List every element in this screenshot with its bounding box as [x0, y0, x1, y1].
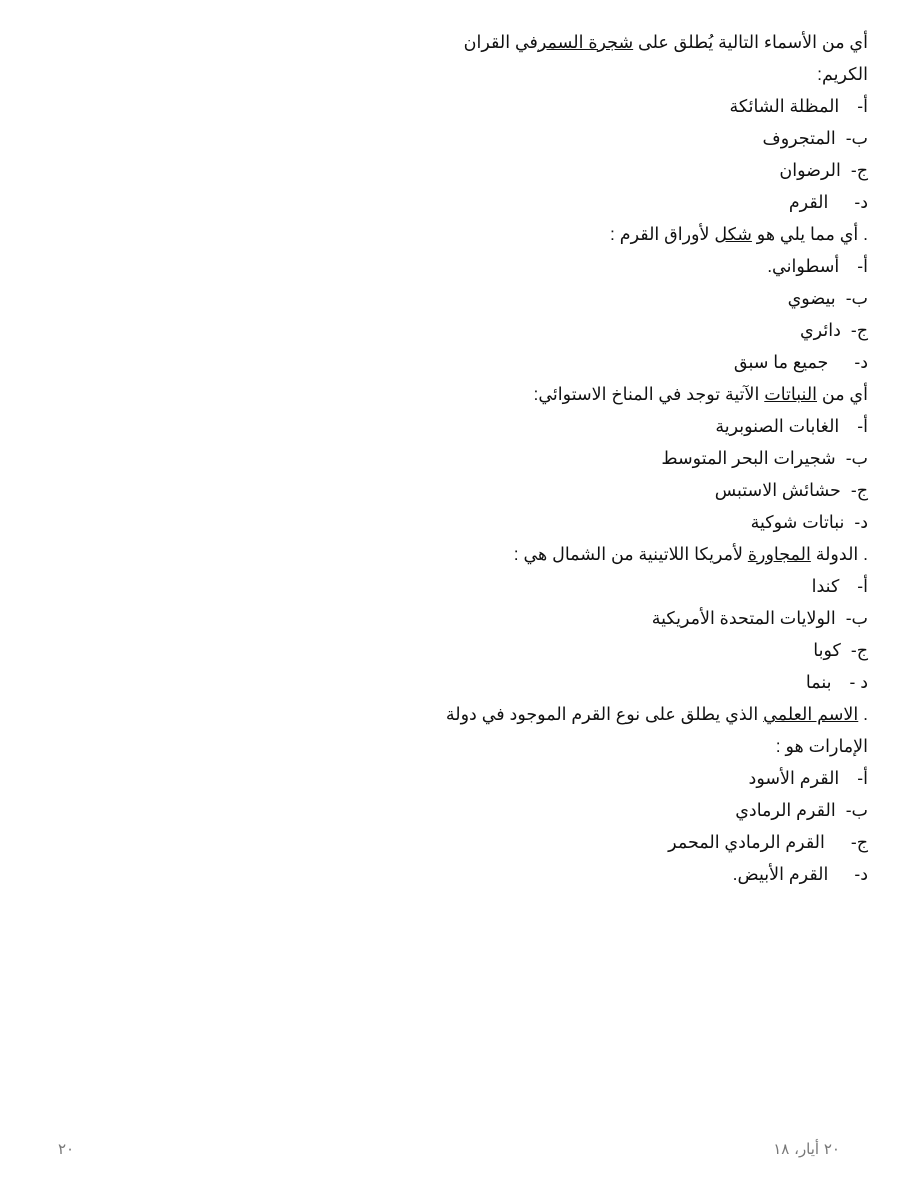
option-text: الرضوان — [779, 160, 841, 180]
footer-date: ٢٠ أيار، ١٨ — [773, 1140, 840, 1158]
option-c — [428, 314, 868, 346]
option-d — [428, 858, 868, 890]
option-c — [428, 634, 868, 666]
question-block — [428, 218, 868, 378]
option-c — [428, 474, 868, 506]
option-a — [428, 410, 868, 442]
question-underlined-term: الاسم العلمي — [763, 704, 859, 724]
option-letter: ب- — [845, 800, 868, 820]
question-text — [428, 218, 868, 250]
question-underlined-term: النباتات — [764, 384, 818, 404]
option-text: المتجروف — [762, 128, 836, 148]
option-text: القرم الرمادي المحمر — [668, 832, 825, 852]
option-b — [428, 602, 868, 634]
option-letter: ج- — [850, 160, 868, 180]
footer-page-number: ٢٠ — [58, 1140, 75, 1158]
question-text — [428, 26, 868, 90]
option-letter: ب- — [845, 608, 868, 628]
question-text — [428, 698, 868, 762]
question-underlined-term: شكل — [714, 224, 752, 244]
option-text: القرم — [788, 192, 829, 212]
option-b — [428, 282, 868, 314]
option-text: جميع ما سبق — [733, 352, 829, 372]
question-text-part: الآتية توجد في المناخ الاستوائي: — [533, 384, 765, 404]
option-text: دائري — [799, 320, 841, 340]
option-letter: أ- — [857, 96, 868, 116]
option-text: نباتات شوكية — [750, 512, 845, 532]
option-letter: أ- — [857, 416, 868, 436]
question-underlined-term: شجرة السمر — [537, 32, 634, 52]
question-text-part: لأمريكا اللاتينية من الشمال هي : — [513, 544, 748, 564]
option-letter: أ- — [857, 576, 868, 596]
option-c — [428, 826, 868, 858]
option-letter: د- — [854, 864, 868, 884]
question-text-part: الذي يطلق على نوع القرم الموجود في دولة الإمارات هو : — [445, 704, 868, 756]
question-block — [428, 538, 868, 698]
question-underlined-term: المجاورة — [747, 544, 811, 564]
option-letter: د- — [854, 352, 868, 372]
option-letter: أ- — [857, 256, 868, 276]
question-text-part: لأوراق القرم : — [610, 224, 715, 244]
option-a — [428, 250, 868, 282]
option-text: شجيرات البحر المتوسط — [661, 448, 836, 468]
option-letter: ب- — [845, 448, 868, 468]
option-text: الولايات المتحدة الأمريكية — [651, 608, 836, 628]
quiz-content — [428, 26, 868, 890]
option-a — [428, 90, 868, 122]
option-text: القرم الأبيض. — [732, 864, 829, 884]
option-a — [428, 570, 868, 602]
question-text-part: أي من الأسماء التالية يُطلق على — [633, 32, 868, 52]
option-text: بنما — [805, 672, 832, 692]
question-text-part: . أي مما يلي هو — [751, 224, 868, 244]
option-letter: د- — [854, 512, 868, 532]
option-d — [428, 346, 868, 378]
option-text: كندا — [811, 576, 840, 596]
option-text: كوبا — [813, 640, 841, 660]
option-d — [428, 186, 868, 218]
question-text-part: . الدولة — [810, 544, 868, 564]
option-text: حشائش الاستبس — [714, 480, 841, 500]
option-text: القرم الأسود — [748, 768, 840, 788]
option-letter: د- — [854, 192, 868, 212]
option-text: الغابات الصنوبرية — [715, 416, 840, 436]
question-block — [428, 698, 868, 890]
question-text — [428, 378, 868, 410]
question-block — [428, 378, 868, 538]
option-text: المظلة الشائكة — [729, 96, 840, 116]
option-a — [428, 762, 868, 794]
option-text: أسطواني. — [767, 256, 840, 276]
option-letter: ج- — [850, 480, 868, 500]
option-letter: ب- — [845, 128, 868, 148]
question-text-part: أي من — [817, 384, 868, 404]
option-letter: ب- — [845, 288, 868, 308]
option-letter: أ- — [857, 768, 868, 788]
option-b — [428, 442, 868, 474]
question-text — [428, 538, 868, 570]
option-text: بيضوي — [787, 288, 836, 308]
question-text-part: . — [858, 704, 868, 724]
option-letter: ج- — [850, 832, 868, 852]
option-c — [428, 154, 868, 186]
question-text-part: في القران الكريم: — [463, 32, 868, 84]
option-d — [428, 506, 868, 538]
option-letter: ج- — [850, 640, 868, 660]
option-text: القرم الرمادي — [735, 800, 836, 820]
option-b — [428, 122, 868, 154]
option-letter: د - — [849, 672, 868, 692]
question-block — [428, 26, 868, 218]
option-b — [428, 794, 868, 826]
option-d — [428, 666, 868, 698]
option-letter: ج- — [850, 320, 868, 340]
